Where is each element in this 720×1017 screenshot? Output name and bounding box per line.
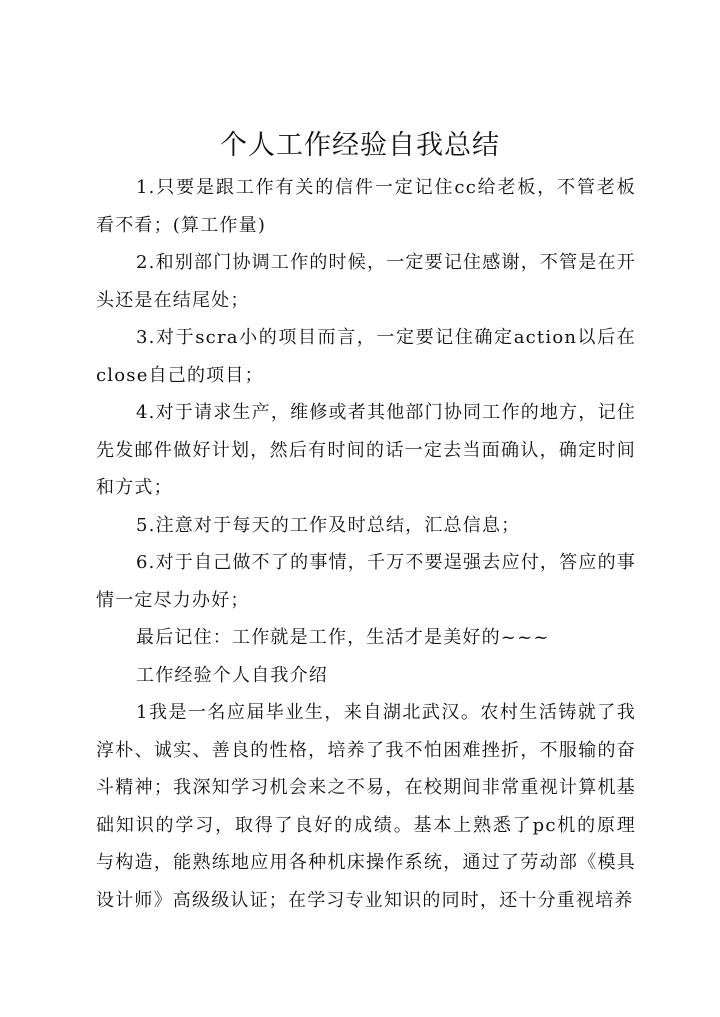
- paragraph-1: 1.只要是跟工作有关的信件一定记住cc给老板，不管老板看不看；(算工作量): [96, 177, 636, 236]
- intro-paragraph: 1我是一名应届毕业生，来自湖北武汉。农村生活铸就了我淳朴、诚实、善良的性格，培养了我不怕困难挫折，不服输的奋斗精神；我深知学习机会来之不易，在校期间非常重视计算机基础知识的学习，取得了良好的成绩。基本上熟悉了pc机的原理与构造，能熟练地应用各种机床操作系统，通过了劳动部《模具设计师》高级级认证；在学习专业知识的同时，还十分重视培养: [96, 702, 636, 911]
- closing-remark: 最后记住：工作就是工作，生活才是美好的~~~: [136, 627, 550, 648]
- paragraph-3: 3.对于scra小的项目而言，一定要记住确定action以后在close自己的项目；: [96, 327, 636, 386]
- paragraph-5: 5.注意对于每天的工作及时总结，汇总信息；: [136, 514, 521, 536]
- paragraph-6: 6.对于自己做不了的事情，千万不要逞强去应付，答应的事情一定尽力办好；: [96, 552, 636, 611]
- section-heading: 工作经验个人自我介绍: [136, 664, 328, 686]
- paragraph-4: 4.对于请求生产，维修或者其他部门协同工作的地方，记住先发邮件做好计划，然后有时间的话一定去当面确认，确定时间和方式；: [96, 402, 636, 498]
- document-body: [96, 169, 636, 919]
- document-title: 个人工作经验自我总结: [220, 130, 500, 161]
- paragraph-2: 2.和别部门协调工作的时候，一定要记住感谢，不管是在开头还是在结尾处；: [96, 252, 636, 311]
